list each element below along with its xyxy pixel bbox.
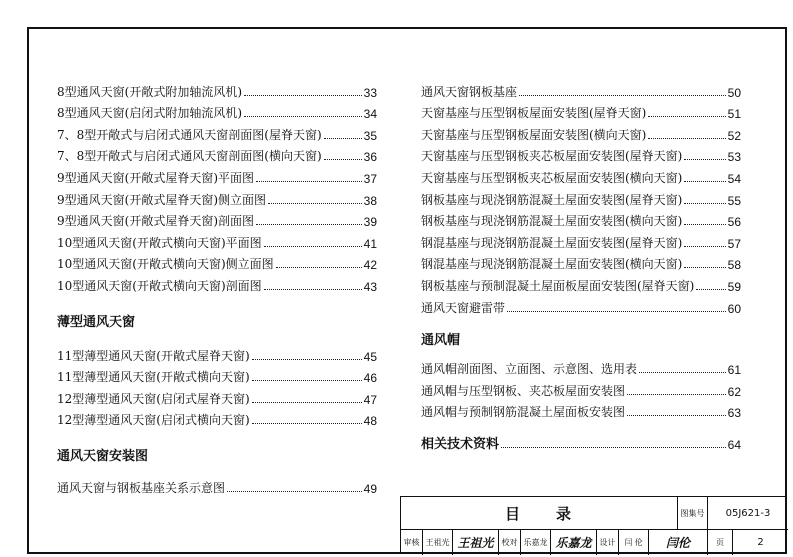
review-label: 审核 bbox=[401, 530, 423, 555]
toc-entry-page: 62 bbox=[727, 384, 741, 399]
toc-entry[interactable] bbox=[421, 164, 741, 186]
toc-entry[interactable] bbox=[421, 121, 741, 143]
toc-entry[interactable] bbox=[421, 356, 741, 378]
review-name: 王祖光 bbox=[423, 530, 453, 555]
toc-entry-title: 天窗基座与压型钢板夹芯板屋面安装图(横向天窗) bbox=[421, 170, 683, 185]
section-heading: 相关技术资料 bbox=[421, 437, 500, 453]
toc-group-right-2 bbox=[421, 356, 741, 421]
leader-dots bbox=[507, 311, 726, 312]
toc-entry-page: 51 bbox=[727, 107, 741, 122]
toc-entry-page: 43 bbox=[363, 279, 377, 294]
design-name: 闫 伦 bbox=[619, 530, 649, 555]
toc-entry[interactable] bbox=[421, 399, 741, 421]
design-signature bbox=[649, 530, 708, 555]
toc-entry-title: 10型通风天窗(开敞式横向天窗)剖面图 bbox=[57, 278, 262, 293]
toc-entry-page: 49 bbox=[363, 481, 377, 496]
toc-entry-title: 钢混基座与现浇钢筋混凝土屋面安装图(屋脊天窗) bbox=[421, 235, 683, 250]
toc-entry-title: 钢混基座与现浇钢筋混凝土屋面安装图(横向天窗) bbox=[421, 257, 683, 272]
toc-entry-title: 天窗基座与压型钢板夹芯板屋面安装图(屋脊天窗) bbox=[421, 149, 683, 164]
leader-dots bbox=[696, 289, 725, 290]
leader-dots bbox=[627, 394, 726, 395]
toc-entry-title: 通风天窗钢板基座 bbox=[421, 84, 518, 99]
toc-entry-title: 钢板基座与预制混凝土屋面板屋面安装图(屋脊天窗) bbox=[421, 278, 695, 293]
toc-entry-title: 8型通风天窗(开敞式附加轴流风机) bbox=[57, 84, 242, 99]
atlas-number: 05J621-3 bbox=[708, 497, 788, 530]
toc-entry[interactable] bbox=[57, 121, 377, 143]
leader-dots bbox=[684, 224, 725, 225]
toc-entry[interactable] bbox=[57, 78, 377, 100]
leader-dots bbox=[256, 181, 362, 182]
leader-dots bbox=[324, 159, 362, 160]
toc-entry[interactable] bbox=[57, 208, 377, 230]
toc-entry-page: 60 bbox=[727, 301, 741, 316]
toc-entry[interactable] bbox=[57, 229, 377, 251]
toc-entry[interactable] bbox=[57, 186, 377, 208]
leader-dots bbox=[684, 246, 725, 247]
section-heading: 通风天窗安装图 bbox=[57, 449, 149, 465]
title-block bbox=[400, 496, 787, 554]
check-name: 乐嘉龙 bbox=[521, 530, 551, 555]
toc-group-right-1 bbox=[421, 78, 741, 316]
toc-entry-title: 10型通风天窗(开敞式横向天窗)平面图 bbox=[57, 235, 262, 250]
toc-entry-page: 58 bbox=[727, 258, 741, 273]
leader-dots bbox=[648, 138, 725, 139]
toc-entry-page: 42 bbox=[363, 258, 377, 273]
toc-entry-page: 61 bbox=[727, 363, 741, 378]
toc-entry-page: 46 bbox=[363, 371, 377, 386]
leader-dots bbox=[252, 359, 362, 360]
toc-entry-title: 9型通风天窗(开敞式屋脊天窗)剖面图 bbox=[57, 214, 254, 229]
toc-entry[interactable] bbox=[57, 364, 377, 386]
toc-entry-page: 38 bbox=[363, 193, 377, 208]
toc-entry[interactable] bbox=[57, 100, 377, 122]
toc-entry[interactable] bbox=[421, 100, 741, 122]
leader-dots bbox=[256, 224, 362, 225]
toc-entry[interactable] bbox=[421, 377, 741, 399]
review-signature bbox=[453, 530, 499, 555]
leader-dots bbox=[648, 116, 725, 117]
leader-dots bbox=[684, 203, 725, 204]
toc-entry[interactable] bbox=[57, 143, 377, 165]
leader-dots bbox=[244, 95, 362, 96]
toc-entry-page: 59 bbox=[727, 279, 741, 294]
leader-dots bbox=[227, 491, 362, 492]
toc-entry-page: 53 bbox=[727, 150, 741, 165]
toc-entry-title: 通风帽与预制钢筋混凝土屋面板安装图 bbox=[421, 405, 626, 420]
toc-entry[interactable] bbox=[421, 78, 741, 100]
toc-entry-title: 通风帽剖面图、立面图、示意图、选用表 bbox=[421, 362, 638, 377]
leader-dots bbox=[244, 116, 362, 117]
toc-entry[interactable] bbox=[421, 294, 741, 316]
leader-dots bbox=[264, 246, 362, 247]
toc-entry-title: 钢板基座与现浇钢筋混凝土屋面安装图(屋脊天窗) bbox=[421, 192, 683, 207]
leader-dots bbox=[684, 181, 725, 182]
toc-entry-page: 33 bbox=[363, 85, 377, 100]
section-heading: 薄型通风天窗 bbox=[57, 314, 136, 330]
toc-entry[interactable] bbox=[421, 251, 741, 273]
toc-entry-page: 47 bbox=[363, 392, 377, 407]
toc-entry-title: 8型通风天窗(启闭式附加轴流风机) bbox=[57, 106, 242, 121]
toc-entry-title: 7、8型开敞式与启闭式通风天窗剖面图(横向天窗) bbox=[57, 149, 322, 164]
toc-entry[interactable] bbox=[57, 251, 377, 273]
toc-entry-title: 7、8型开敞式与启闭式通风天窗剖面图(屋脊天窗) bbox=[57, 127, 322, 142]
toc-entry-title: 10型通风天窗(开敞式横向天窗)侧立面图 bbox=[57, 257, 274, 272]
leader-dots bbox=[501, 447, 726, 448]
toc-entry-page: 56 bbox=[727, 215, 741, 230]
toc-entry-title: 9型通风天窗(开敞式屋脊天窗)侧立面图 bbox=[57, 192, 266, 207]
toc-entry-page: 37 bbox=[363, 171, 377, 186]
signature-image: 乐嘉龙 bbox=[555, 536, 592, 550]
toc-entry-page: 35 bbox=[363, 128, 377, 143]
toc-entry-title: 通风天窗与钢板基座关系示意图 bbox=[57, 480, 226, 495]
section-heading: 通风帽 bbox=[421, 332, 461, 348]
page-label: 页 bbox=[708, 530, 733, 555]
title-block-title: 目 录 bbox=[401, 497, 678, 530]
toc-group-left-1 bbox=[57, 78, 377, 294]
toc-entry-title: 天窗基座与压型钢板屋面安装图(横向天窗) bbox=[421, 127, 647, 142]
check-signature bbox=[551, 530, 597, 555]
leader-dots bbox=[252, 380, 362, 381]
toc-entry-page: 41 bbox=[363, 236, 377, 251]
toc-entry[interactable] bbox=[421, 208, 741, 230]
toc-entry[interactable] bbox=[57, 474, 377, 496]
toc-entry-title: 钢板基座与现浇钢筋混凝土屋面安装图(横向天窗) bbox=[421, 214, 683, 229]
leader-dots bbox=[324, 138, 362, 139]
leader-dots bbox=[276, 267, 362, 268]
toc-entry[interactable] bbox=[421, 186, 741, 208]
leader-dots bbox=[639, 372, 726, 373]
toc-entry-title: 天窗基座与压型钢板屋面安装图(屋脊天窗) bbox=[421, 106, 647, 121]
toc-entry[interactable] bbox=[57, 342, 377, 364]
toc-left-column bbox=[57, 78, 377, 496]
toc-entry-page: 57 bbox=[727, 236, 741, 251]
leader-dots bbox=[519, 95, 726, 96]
toc-entry-title: 12型薄型通风天窗(启闭式横向天窗) bbox=[57, 413, 250, 428]
atlas-label: 图集号 bbox=[678, 497, 708, 530]
toc-entry[interactable] bbox=[421, 229, 741, 251]
toc-entry[interactable] bbox=[421, 143, 741, 165]
leader-dots bbox=[252, 423, 362, 424]
check-label: 校对 bbox=[499, 530, 521, 555]
toc-entry[interactable] bbox=[57, 385, 377, 407]
toc-entry-page: 52 bbox=[727, 128, 741, 143]
toc-entry-title: 11型薄型通风天窗(开敞式屋脊天窗) bbox=[57, 348, 250, 363]
signature-image: 闫伦 bbox=[665, 536, 690, 550]
toc-entry-title: 通风帽与压型钢板、夹芯板屋面安装图 bbox=[421, 383, 626, 398]
toc-right-column bbox=[421, 78, 741, 452]
leader-dots bbox=[264, 289, 362, 290]
toc-entry-page: 48 bbox=[363, 414, 377, 429]
toc-entry-page: 45 bbox=[363, 349, 377, 364]
toc-entry-title: 12型薄型通风天窗(启闭式屋脊天窗) bbox=[57, 391, 250, 406]
toc-entry-title: 9型通风天窗(开敞式屋脊天窗)平面图 bbox=[57, 170, 254, 185]
toc-entry[interactable] bbox=[57, 164, 377, 186]
toc-entry[interactable] bbox=[57, 272, 377, 294]
design-label: 设计 bbox=[597, 530, 619, 555]
toc-entry[interactable] bbox=[421, 272, 741, 294]
toc-entry-page: 55 bbox=[727, 193, 741, 208]
toc-entry-page: 64 bbox=[727, 438, 741, 453]
toc-entry-page: 63 bbox=[727, 406, 741, 421]
toc-entry-page: 36 bbox=[363, 150, 377, 165]
toc-entry-page: 54 bbox=[727, 171, 741, 186]
toc-entry-title: 通风天窗避雷带 bbox=[421, 300, 506, 315]
leader-dots bbox=[684, 159, 725, 160]
leader-dots bbox=[684, 267, 725, 268]
toc-entry-page: 39 bbox=[363, 215, 377, 230]
signature-image: 王祖光 bbox=[457, 536, 494, 550]
toc-entry-page: 50 bbox=[727, 85, 741, 100]
toc-group-left-2 bbox=[57, 342, 377, 428]
toc-entry[interactable] bbox=[57, 407, 377, 429]
leader-dots bbox=[268, 203, 362, 204]
leader-dots bbox=[627, 415, 726, 416]
toc-entry-title: 11型薄型通风天窗(开敞式横向天窗) bbox=[57, 370, 250, 385]
leader-dots bbox=[252, 402, 362, 403]
toc-entry-related-tech[interactable] bbox=[421, 428, 741, 452]
page-number: 2 bbox=[757, 537, 764, 548]
toc-entry-page: 34 bbox=[363, 107, 377, 122]
